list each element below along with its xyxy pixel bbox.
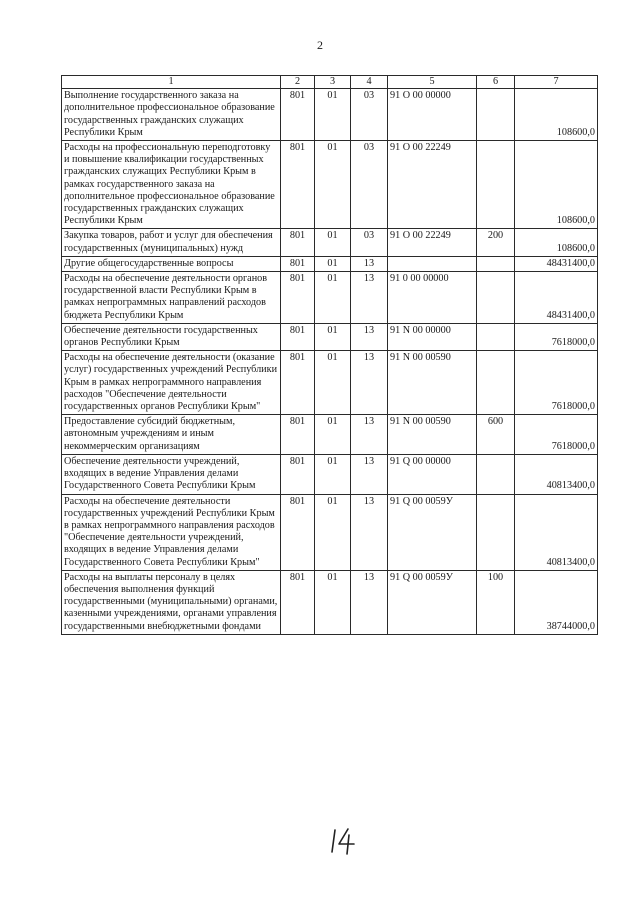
cell-col-2: 801 — [281, 454, 315, 494]
cell-col-6 — [477, 256, 515, 271]
cell-amount: 48431400,0 — [515, 272, 598, 324]
cell-col-5: 91 N 00 00590 — [388, 351, 477, 415]
cell-col-3: 01 — [315, 454, 351, 494]
cell-col-3: 01 — [315, 351, 351, 415]
cell-col-3: 01 — [315, 229, 351, 256]
cell-amount: 38744000,0 — [515, 570, 598, 634]
cell-col-3: 01 — [315, 256, 351, 271]
cell-col-6: 600 — [477, 415, 515, 455]
cell-col-2: 801 — [281, 351, 315, 415]
cell-col-2: 801 — [281, 89, 315, 141]
cell-col-4: 13 — [351, 494, 388, 570]
row-name: Обеспечение деятельности учреждений, входящих в ведение Управления делами Государственного Совета Республики Крым — [62, 454, 281, 494]
cell-col-3: 01 — [315, 323, 351, 350]
cell-col-5: 91 О 00 22249 — [388, 229, 477, 256]
cell-col-4: 13 — [351, 323, 388, 350]
cell-col-4: 13 — [351, 415, 388, 455]
cell-col-4: 03 — [351, 141, 388, 229]
table-row — [62, 454, 598, 494]
cell-col-3: 01 — [315, 89, 351, 141]
row-name: Расходы на выплаты персоналу в целях обеспечения выполнения функций государственными (муниципальными) органами, казенными учреждениями, органами управления государственными внебюджетными фондами — [62, 570, 281, 634]
column-header-4: 4 — [351, 76, 388, 89]
cell-col-4: 13 — [351, 454, 388, 494]
handwritten-page-mark — [330, 827, 356, 855]
cell-col-6 — [477, 89, 515, 141]
column-header-7: 7 — [515, 76, 598, 89]
cell-col-6 — [477, 351, 515, 415]
table-row — [62, 229, 598, 256]
page-number: 2 — [317, 38, 323, 52]
cell-col-6 — [477, 141, 515, 229]
cell-col-3: 01 — [315, 141, 351, 229]
cell-col-3: 01 — [315, 570, 351, 634]
cell-col-4: 03 — [351, 89, 388, 141]
column-header-2: 2 — [281, 76, 315, 89]
cell-col-4: 13 — [351, 272, 388, 324]
table-row — [62, 570, 598, 634]
cell-amount: 108600,0 — [515, 229, 598, 256]
row-name: Закупка товаров, работ и услуг для обеспечения государственных (муниципальных) нужд — [62, 229, 281, 256]
cell-col-5 — [388, 256, 477, 271]
cell-amount: 40813400,0 — [515, 454, 598, 494]
cell-amount: 7618000,0 — [515, 415, 598, 455]
row-name: Расходы на обеспечение деятельности государственных учреждений Республики Крым в рамках непрограммного направления расходов "Обеспечение деятельности учреждений, входящих в ведение Управления делами Государственного Совета Республики Крым" — [62, 494, 281, 570]
cell-col-3: 01 — [315, 494, 351, 570]
cell-amount: 108600,0 — [515, 141, 598, 229]
cell-col-5: 91 N 00 00000 — [388, 323, 477, 350]
cell-col-6 — [477, 454, 515, 494]
cell-col-4: 13 — [351, 570, 388, 634]
cell-col-6 — [477, 494, 515, 570]
row-name: Обеспечение деятельности государственных органов Республики Крым — [62, 323, 281, 350]
cell-col-5: 91 Q 00 00000 — [388, 454, 477, 494]
cell-col-2: 801 — [281, 229, 315, 256]
row-name: Предоставление субсидий бюджетным, автономным учреждениям и иным некоммерческим организациям — [62, 415, 281, 455]
cell-col-5: 91 N 00 00590 — [388, 415, 477, 455]
cell-col-5: 91 О 00 22249 — [388, 141, 477, 229]
column-header-5: 5 — [388, 76, 477, 89]
table-row — [62, 272, 598, 324]
cell-col-5: 91 Q 00 0059У — [388, 494, 477, 570]
table-row — [62, 141, 598, 229]
table-row — [62, 351, 598, 415]
cell-col-2: 801 — [281, 415, 315, 455]
column-header-1: 1 — [62, 76, 281, 89]
cell-col-2: 801 — [281, 494, 315, 570]
table-row — [62, 89, 598, 141]
row-name: Расходы на профессиональную переподготовку и повышение квалификации государственных гражданских служащих Республики Крым в рамках государственного заказа на дополнительное профессиональное образование государственных гражданских служащих Республики Крым — [62, 141, 281, 229]
table-header-row — [62, 76, 598, 89]
cell-col-5: 91 О 00 00000 — [388, 89, 477, 141]
cell-col-2: 801 — [281, 323, 315, 350]
cell-col-3: 01 — [315, 272, 351, 324]
cell-col-3: 01 — [315, 415, 351, 455]
cell-col-6: 200 — [477, 229, 515, 256]
cell-col-2: 801 — [281, 570, 315, 634]
budget-table — [61, 75, 598, 635]
cell-col-6: 100 — [477, 570, 515, 634]
cell-amount: 48431400,0 — [515, 256, 598, 271]
cell-amount: 7618000,0 — [515, 351, 598, 415]
table-row — [62, 415, 598, 455]
cell-col-2: 801 — [281, 141, 315, 229]
cell-col-4: 13 — [351, 256, 388, 271]
column-header-3: 3 — [315, 76, 351, 89]
cell-col-6 — [477, 272, 515, 324]
row-name: Расходы на обеспечение деятельности (оказание услуг) государственных учреждений Республики Крым в рамках непрограммного направления расходов "Обеспечение деятельности государственных органов Республики Крым" — [62, 351, 281, 415]
cell-amount: 7618000,0 — [515, 323, 598, 350]
cell-col-2: 801 — [281, 256, 315, 271]
cell-amount: 40813400,0 — [515, 494, 598, 570]
row-name: Выполнение государственного заказа на дополнительное профессиональное образование государственных гражданских служащих Республики Крым — [62, 89, 281, 141]
cell-col-4: 13 — [351, 351, 388, 415]
row-name: Расходы на обеспечение деятельности органов государственной власти Республики Крым в рамках непрограммных направлений расходов бюджета Республики Крым — [62, 272, 281, 324]
cell-col-5: 91 0 00 00000 — [388, 272, 477, 324]
column-header-6: 6 — [477, 76, 515, 89]
cell-col-2: 801 — [281, 272, 315, 324]
row-name: Другие общегосударственные вопросы — [62, 256, 281, 271]
cell-amount: 108600,0 — [515, 89, 598, 141]
table-row — [62, 323, 598, 350]
cell-col-4: 03 — [351, 229, 388, 256]
table-row — [62, 256, 598, 271]
table-row — [62, 494, 598, 570]
cell-col-6 — [477, 323, 515, 350]
cell-col-5: 91 Q 00 0059У — [388, 570, 477, 634]
